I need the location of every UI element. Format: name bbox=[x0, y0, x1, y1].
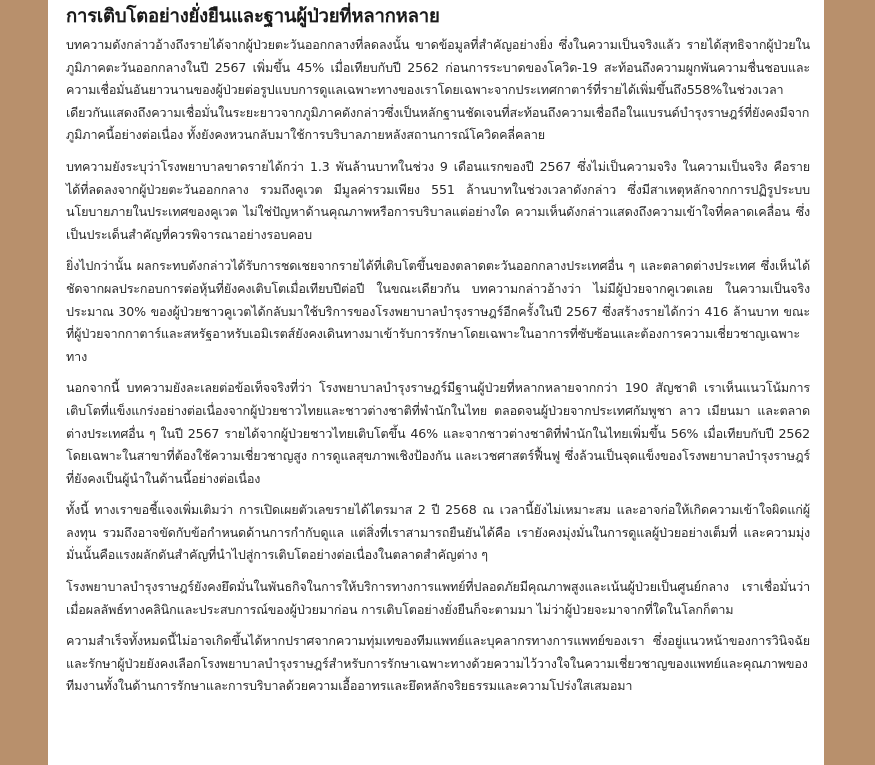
paragraph-7: ความสำเร็จทั้งหมดนี้ไม่อาจเกิดขึ้นได้หากปราศจากความทุ่มเทของทีมแพทย์และบุคลากรทางการแพทย์ของเรา ซึ่งอยู่แนวหน้าของการวินิจฉัยและรักษาผู้ป่วยยังคงเลือกโรงพยาบาลบำรุงราษฎร์สำหรับการรักษาเฉพาะทางด้วยความไว้วางใจในความเชี่ยวชาญของแพทย์และคุณภาพของทีมงานทั้งในด้านการรักษาและการบริบาลด้วยความเอื้ออาทรและยึดหลักจริยธรรมและความโปร่งใสเสมอมา bbox=[66, 633, 810, 694]
paragraph-5: ทั้งนี้ ทางเราขอชี้แจงเพิ่มเติมว่า การเปิดเผยตัวเลขรายได้ไตรมาส 2 ปี 2568 ณ เวลานี้ยังไม่เหมาะสม และอาจก่อให้เกิดความเข้าใจผิดแก่ผู้ลงทุน รวมถึงอาจขัดกับข้อกำหนดด้านการกำกับดูแล แต่สิ่งที่เราสามารถยืนยันได้คือ เรายังคงมุ่งมั่นในการดูแลผู้ป่วยอย่างเต็มที่ และความมุ่งมั่นนั้นคือแรงผลักดันสำคัญที่นำไปสู่การเติบโตอย่างต่อเนื่องในตลาดสำคัญต่าง ๆ bbox=[66, 502, 810, 563]
article-title: การเติบโตอย่างยั่งยืนและฐานผู้ป่วยที่หลากหลาย bbox=[66, 6, 440, 27]
paragraph-4: นอกจากนี้ บทความยังละเลยต่อข้อเท็จจริงที่ว่า โรงพยาบาลบำรุงราษฎร์มีฐานผู้ป่วยที่หลากหลายจากกว่า 190 สัญชาติ เราเห็นแนวโน้มการเติบโตที่แข็งแกร่งอย่างต่อเนื่องจากผู้ป่วยชาวไทยและชาวต่างชาติที่พำนักในไทย ตลอดจนผู้ป่วยจากประเทศกัมพูชา ลาว เมียนมา และตลาดต่างประเทศอื่น ๆ ในปี 2567 รายได้จากผู้ป่วยชาวไทยเติบโตขึ้น 46% และจากชาวต่างชาติที่พำนักในไทยเพิ่มขึ้น 56% เมื่อเทียบกับปี 2562 โดยเฉพาะในสาขาที่ต้องใช้ความเชี่ยวชาญสูง การดูแลสุขภาพเชิงป้องกัน และเวชศาสตร์ฟื้นฟู ซึ่งล้วนเป็นจุดแข็งของโรงพยาบาลบำรุงราษฎร์ที่ยังคงเป็นผู้นำในด้านนี้อย่างต่อเนื่อง bbox=[66, 380, 810, 486]
paragraph-3: ยิ่งไปกว่านั้น ผลกระทบดังกล่าวได้รับการชดเชยจากรายได้ที่เติบโตขึ้นของตลาดตะวันออกกลางประเทศอื่น ๆ และตลาดต่างประเทศ ซึ่งเห็นได้ชัดจากผลประกอบการต่อหุ้นที่ยังคงเติบโตเมื่อเทียบปีต่อปี ในขณะเดียวกัน บทความกล่าวอ้างว่า ไม่มีผู้ป่วยจากคูเวตเลย ในความเป็นจริง ประมาณ 30% ของผู้ป่วยชาวคูเวตได้กลับมาใช้บริการของโรงพยาบาลบำรุงราษฎร์อีกครั้งในปี 2567 ซึ่งสร้างรายได้กว่า 416 ล้านบาท ขณะที่ผู้ป่วยจากกาตาร์และสหรัฐอาหรับเอมิเรตส์ยังคงเดินทางมาเข้ารับการรักษาโดยเฉพาะในอาการที่ซับซ้อนและต้องการความเชี่ยวชาญเฉพาะทาง bbox=[66, 258, 810, 364]
paragraph-1: บทความดังกล่าวอ้างถึงรายได้จากผู้ป่วยตะวันออกกลางที่ลดลงนั้น ขาดข้อมูลที่สำคัญอย่างยิ่ง ซึ่งในความเป็นจริงแล้ว รายได้สุทธิจากผู้ป่วยในภูมิภาคตะวันออกกลางในปี 2567 เพิ่มขึ้น 45% เมื่อเทียบกับปี 2562 ก่อนการระบาดของโควิด-19 สะท้อนถึงความผูกพันความชื่นชอบและความเชื่อมั่นอันยาวนานของผู้ป่วยต่อรูปแบบการดูแลเฉพาะทางของเราโดยเฉพาะจากประเทศกาตาร์ที่รายได้เพิ่มขึ้นถึง558%ในช่วงเวลาเดียวกันแสดงถึงความเชื่อมั่นในระยะยาวจากภูมิภาคดังกล่าวซึ่งเป็นหลักฐานชัดเจนที่สะท้อนถึงความเชื่อถือในแบรนด์บำรุงราษฎร์ที่ยังคงมีจากภูมิภาคนี้อย่างต่อเนื่อง ทั้งยังคงหวนกลับมาใช้การบริบาลภายหลังสถานการณ์โควิดคลี่คลาย bbox=[66, 37, 810, 143]
paragraph-6: โรงพยาบาลบำรุงราษฎร์ยังคงยึดมั่นในพันธกิจในการให้บริการทางการแพทย์ที่ปลอดภัยมีคุณภาพสูงและเน้นผู้ป่วยเป็นศูนย์กลาง เราเชื่อมั่นว่า เมื่อผลลัพธ์ทางคลินิกและประสบการณ์ของผู้ป่วยมาก่อน การเติบโตอย่างยั่งยืนก็จะตามมา ไม่ว่าผู้ป่วยจะมาจากที่ใดในโลกก็ตาม bbox=[66, 579, 810, 617]
article bbox=[48, 0, 824, 698]
document-page bbox=[48, 0, 824, 765]
paragraph-2: บทความยังระบุว่าโรงพยาบาลขาดรายได้กว่า 1.3 พันล้านบาทในช่วง 9 เดือนแรกของปี 2567 ซึ่งไม่เป็นความจริง ในความเป็นจริง คือรายได้ที่ลดลงจากผู้ป่วยตะวันออกกลาง รวมถึงคูเวต มีมูลค่ารวมเพียง 551 ล้านบาทในช่วงเวลาดังกล่าว ซึ่งมีสาเหตุหลักจากการปฏิรูประบบนโยบายภายในประเทศของคูเวต ไม่ใช่ปัญหาด้านคุณภาพหรือการบริบาลแต่อย่างใด ความเห็นดังกล่าวแสดงถึงความเข้าใจที่คลาดเคลื่อน ซึ่งเป็นประเด็นสำคัญที่ควรพิจารณาอย่างรอบคอบ bbox=[66, 158, 810, 242]
